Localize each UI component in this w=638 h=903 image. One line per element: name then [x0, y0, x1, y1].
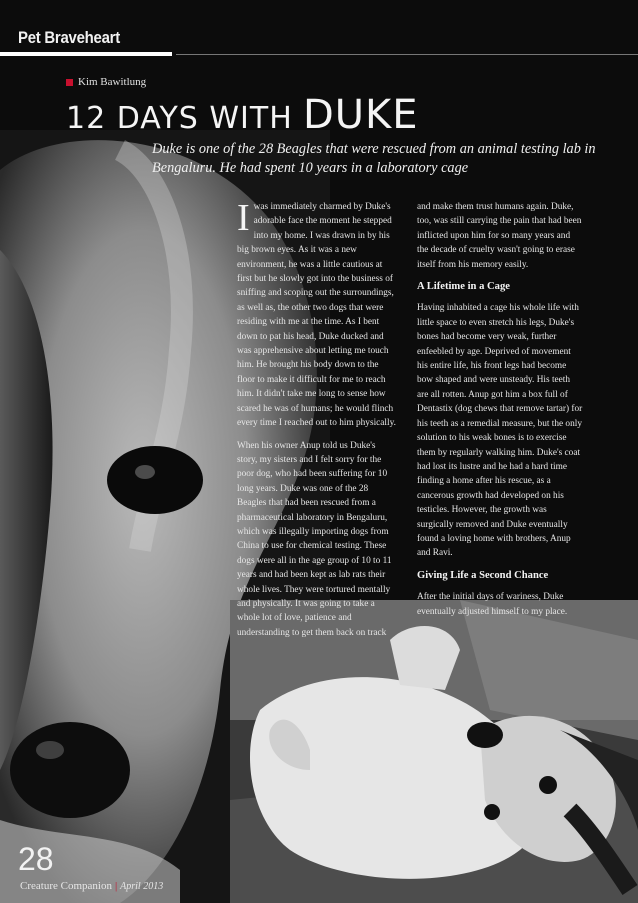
subhead-lifetime-in-cage: A Lifetime in a Cage — [417, 281, 510, 293]
header-rule-accent — [0, 52, 172, 56]
paragraph-5: After the initial days of wariness, Duke eventually adjusted himself to my place. — [417, 592, 568, 617]
article-deck: Duke is one of the 28 Beagles that were rescued from an animal testing lab in Bengaluru. He had spent 10 years in a laboratory cage — [152, 141, 596, 176]
subhead-second-chance: Giving Life a Second Chance — [417, 569, 549, 581]
red-square-icon — [66, 79, 73, 86]
header-rule — [176, 54, 638, 55]
paragraph-2: When his owner Anup told us Duke's story, my sisters and I felt sorry for the poor dog, who had been suffering for 10 long years. Duke was one of the 28 Beagles that had been rescued from a pharmaceutical laboratory in Bengaluru, which was illegally importing dogs from China to use for chemical testing. These dogs were all in the age group of 10 to 11 years and had been kept as lab rats their whole lives. They were tortured mentally and physically. It was going to take a whole lot of love, patience and understanding to get them back on track — [237, 440, 392, 638]
title-part-1: 12 DAYS WITH — [66, 101, 293, 136]
magazine-name: Creature Companion — [20, 880, 112, 892]
title-part-2: DUKE — [302, 92, 419, 138]
intro-paragraph — [237, 197, 397, 431]
author-name: Kim Bawitlung — [78, 76, 147, 88]
issue-date: April 2013 — [120, 881, 164, 892]
footer-credit — [20, 880, 163, 892]
section-label: Pet Braveheart — [18, 28, 120, 47]
drop-cap: I — [237, 197, 250, 239]
text-column-right — [417, 200, 583, 627]
intro-text: was immediately charmed by Duke's adorable face the moment he stepped into my home. I was drawn in by his big brown eyes. As it was a new environment, he was a little cautious at first but he slowly got into the business of sniffing and scoping out the surroundings, as well as, the other two dogs that were residing with me at the time. As I bent down to pat his head, Duke ducked and was apprehensive about letting me touch him. He brought his body down to the floor to make it difficult for me to reach him. It didn't take me long to sense how scared he was of humans; he would flinch every time I reached out to him physically. — [237, 202, 396, 429]
footer-separator: | — [114, 880, 118, 892]
text-column-left — [237, 197, 397, 648]
paragraph-3: and make them trust humans again. Duke, too, was still carrying the pain that had been inflicted upon him for so many years and the decade of cruelty wasn't going to erase itself from his memory easily. — [417, 202, 582, 270]
article-title — [66, 92, 419, 138]
byline — [66, 76, 146, 88]
paragraph-4: Having inhabited a cage his whole life with little space to even stretch his legs, Duke's bones had become very weak, further enfeebled by age. Deprived of movement his entire life, his front legs had become bow shaped and were unsteady. His teeth are all rotten. Anup got him a box full of Dentastix (dog chews that remove tartar) for his teeth as a remedial measure, but the only solution to his weak bones is to exercise them by regularly walking him. Duke's coat had lost its lustre and he had a hard time finding a home after his rescue, as a cancerous growth had developed on his testicles. However, the growth was surgically removed and Duke eventually found a loving home with brothers, Anup and Ravi. — [417, 303, 583, 559]
page-number: 28 — [18, 841, 54, 877]
